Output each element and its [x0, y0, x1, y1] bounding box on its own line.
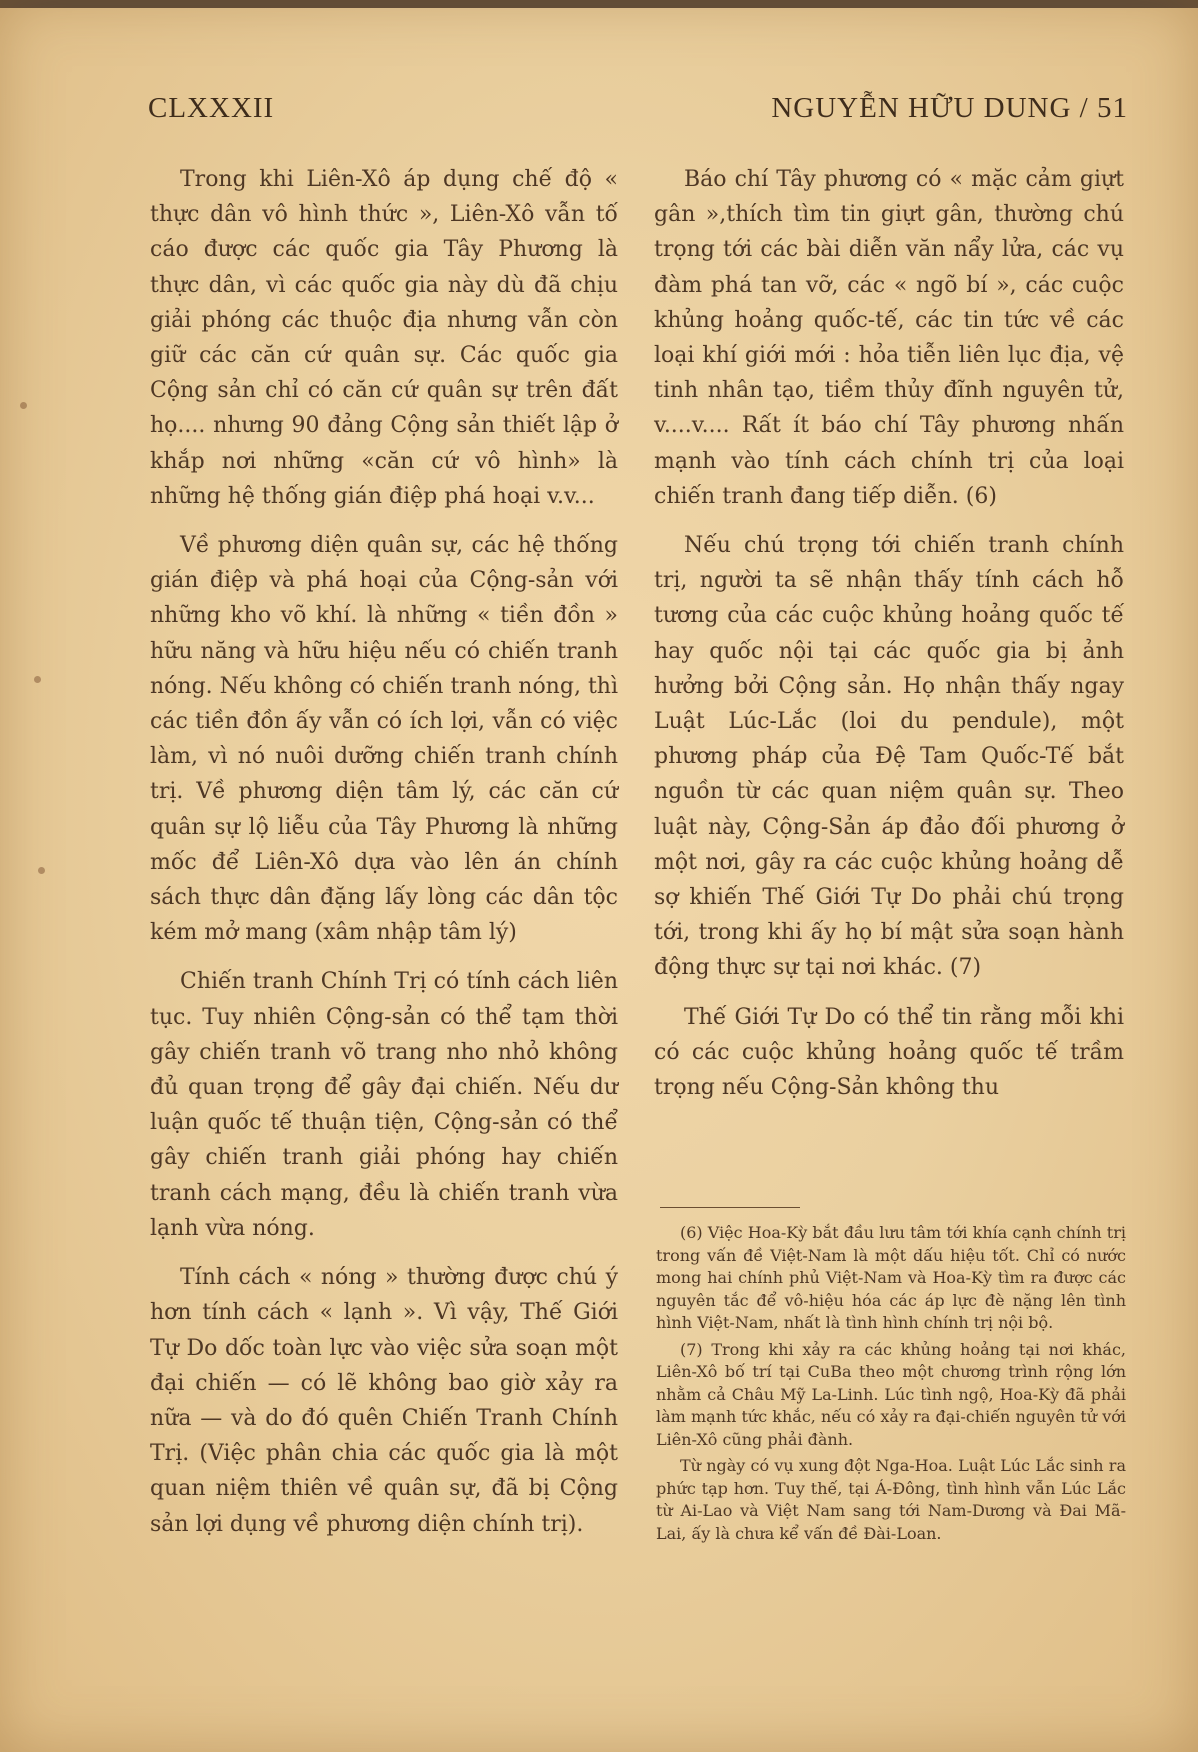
right-column: [654, 162, 1124, 1119]
footnote: (7) Trong khi xảy ra các khủng hoảng tại nơi khác, Liên-Xô bố trí tại CuBa theo một chương trình rộng lớn nhằm cả Châu Mỹ La-Linh. Lúc tình ngộ, Hoa-Kỳ đã phải làm mạnh tức khắc, nếu có xảy ra đại-chiến nguyên tử với Liên-Xô cũng phải đành.: [656, 1339, 1126, 1449]
footnotes: [656, 1222, 1126, 1549]
page-top-edge: [0, 0, 1198, 8]
header-author-page: NGUYỄN HỮU DUNG / 51: [771, 92, 1128, 124]
paper-speck: [20, 402, 27, 409]
paragraph: Về phương diện quân sự, các hệ thống gián điệp và phá hoại của Cộng-sản với những kho võ khí. là những « tiền đồn » hữu năng và hữu hiệu nếu có chiến tranh nóng. Nếu không có chiến tranh nóng, thì các tiền đồn ấy vẫn có ích lợi, vẫn có việc làm, vì nó nuôi dưỡng chiến tranh chính trị. Về phương diện tâm lý, các căn cứ quân sự lộ liễu của Tây Phương là những mốc để Liên-Xô dựa vào lên án chính sách thực dân đặng lấy lòng các dân tộc kém mở mang (xâm nhập tâm lý): [150, 533, 618, 946]
paper-speck: [34, 676, 41, 683]
paragraph: Trong khi Liên-Xô áp dụng chế độ « thực dân vô hình thức », Liên-Xô vẫn tố cáo được các quốc gia Tây Phương là thực dân, vì các quốc gia này dù đã chịu giải phóng các thuộc địa nhưng vẫn còn giữ các căn cứ quân sự. Các quốc gia Cộng sản chỉ có căn cứ quân sự trên đất họ.... nhưng 90 đảng Cộng sản thiết lập ở khắp nơi những «căn cứ vô hình» là những hệ thống gián điệp phá hoại v.v...: [150, 167, 618, 509]
left-column: [150, 162, 618, 1556]
paper-speck: [38, 867, 45, 874]
footnote: Từ ngày có vụ xung đột Nga-Hoa. Luật Lúc Lắc sinh ra phức tạp hơn. Tuy thế, tại Á-Đông, tình hình vẫn Lúc Lắc từ Ai-Lao và Việt Nam sang tới Nam-Dương và Đai Mã-Lai, ấy là chưa kể vấn đề Đài-Loan.: [656, 1456, 1126, 1543]
running-header: [148, 92, 1128, 132]
paragraph: Chiến tranh Chính Trị có tính cách liên tục. Tuy nhiên Cộng-sản có thể tạm thời gây chiến tranh võ trang nho nhỏ không đủ quan trọng để gây đại chiến. Nếu dư luận quốc tế thuận tiện, Cộng-sản có thể gây chiến tranh giải phóng hay chiến tranh cách mạng, đều là chiến tranh vừa lạnh vừa nóng.: [150, 969, 618, 1241]
header-section-number: CLXXXII: [148, 92, 275, 124]
footnote: (6) Việc Hoa-Kỳ bắt đầu lưu tâm tới khía cạnh chính trị trong vấn đề Việt-Nam là một dấu hiệu tốt. Chỉ có nước mong hai chính phủ Việt-Nam và Hoa-Kỳ tìm ra được các nguyên tắc để vô-hiệu hóa các áp lực đè nặng lên tình hình Việt-Nam, nhất là tình hình chính trị nội bộ.: [656, 1223, 1126, 1332]
paragraph: Nếu chú trọng tới chiến tranh chính trị, người ta sẽ nhận thấy tính cách hỗ tương của các cuộc khủng hoảng quốc tế hay quốc nội tại các quốc gia bị ảnh hưởng bởi Cộng sản. Họ nhận thấy ngay Luật Lúc-Lắc (loi du pendule), một phương pháp của Đệ Tam Quốc-Tế bắt nguồn từ các quan niệm quân sự. Theo luật này, Cộng-Sản áp đảo đối phương ở một nơi, gây ra các cuộc khủng hoảng dễ sợ khiến Thế Giới Tự Do phải chú trọng tới, trong khi ấy họ bí mật sửa soạn hành động thực sự tại nơi khác. (7): [654, 533, 1124, 981]
footnote-separator: [660, 1207, 800, 1208]
paragraph: Thế Giới Tự Do có thể tin rằng mỗi khi có các cuộc khủng hoảng quốc tế trầm trọng nếu Cộng-Sản không thu: [654, 1004, 1124, 1101]
paragraph: Báo chí Tây phương có « mặc cảm giựt gân »,thích tìm tin giựt gân, thường chú trọng tới các bài diễn văn nẩy lửa, các vụ đàm phá tan vỡ, các « ngõ bí », các cuộc khủng hoảng quốc-tế, các tin tức về các loại khí giới mới : hỏa tiễn liên lục địa, vệ tinh nhân tạo, tiềm thủy đĩnh nguyên tử, v....v.... Rất ít báo chí Tây phương nhấn mạnh vào tính cách chính trị của loại chiến tranh đang tiếp diễn. (6): [654, 167, 1124, 509]
paragraph: Tính cách « nóng » thường được chú ý hơn tính cách « lạnh ». Vì vậy, Thế Giới Tự Do dốc toàn lực vào việc sửa soạn một đại chiến — có lẽ không bao giờ xảy ra nữa — và do đó quên Chiến Tranh Chính Trị. (Việc phân chia các quốc gia là một quan niệm thiên về quân sự, đã bị Cộng sản lợi dụng về phương diện chính trị).: [150, 1265, 618, 1537]
